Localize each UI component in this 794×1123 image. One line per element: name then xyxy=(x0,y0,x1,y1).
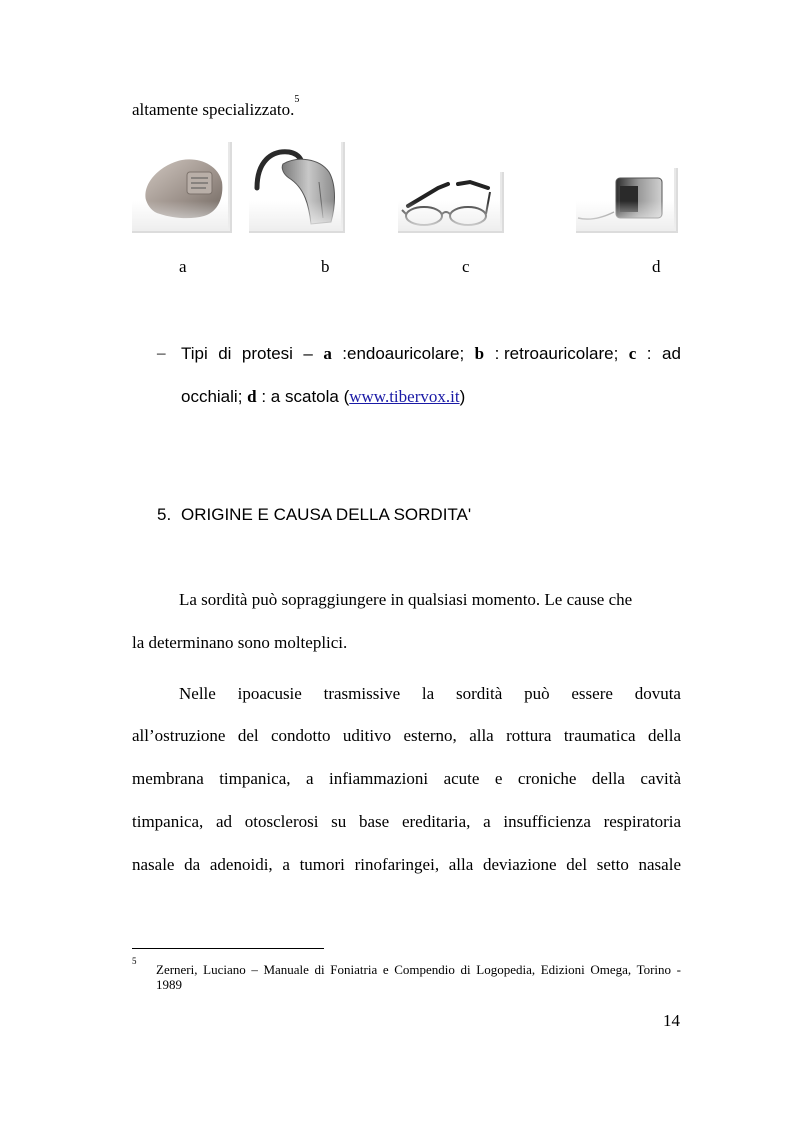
footnote-number: 5 xyxy=(132,956,137,966)
paragraph1-line2: la determinano sono molteplici. xyxy=(132,633,348,652)
hearing-aid-image-c xyxy=(398,172,504,233)
paragraph2-line4: timpanica, ad otosclerosi su base ereditaria, a insufficienza respiratoria xyxy=(132,812,681,831)
figure-label-c: c xyxy=(462,257,470,276)
caption-key-b: b xyxy=(474,344,485,363)
paragraph-word: essere xyxy=(571,684,613,703)
caption-word: di xyxy=(218,344,232,363)
paragraph-word: la xyxy=(421,684,435,703)
section-title: ORIGINE E CAUSA DELLA SORDITA' xyxy=(181,505,472,524)
eyeglasses-aid-icon xyxy=(398,172,502,231)
caption-text-c: ad xyxy=(661,344,681,363)
in-ear-aid-icon xyxy=(132,142,230,231)
caption-text-a: :endoauricolare; xyxy=(342,344,465,363)
body-worn-aid-icon xyxy=(576,168,676,231)
page-number: 14 xyxy=(663,1011,680,1030)
caption-text-occhiali: occhiali; xyxy=(181,387,243,406)
hearing-aid-image-d xyxy=(576,168,678,233)
paragraph2-line2: all’ostruzione del condotto uditivo esterno, alla rottura traumatica della xyxy=(132,726,681,745)
paragraph-word: sordità xyxy=(456,684,503,703)
caption-key-c: c xyxy=(628,344,637,363)
figure-label-b: b xyxy=(321,257,330,276)
section-number: 5. xyxy=(157,505,172,524)
hearing-aid-image-b xyxy=(249,142,345,233)
hearing-aid-image-a xyxy=(132,142,232,233)
caption-text-b: : retroauricolare; xyxy=(494,344,619,363)
behind-ear-aid-icon xyxy=(249,142,343,231)
caption-line-1 xyxy=(181,344,681,364)
paragraph-word: può xyxy=(524,684,550,703)
paragraph2-line1 xyxy=(179,684,681,704)
paragraph1-line1: La sordità può sopraggiungere in qualsiasi momento. Le cause che xyxy=(179,590,633,609)
caption-sep-c: : xyxy=(646,344,652,363)
paragraph-word: ipoacusie xyxy=(237,684,302,703)
figure-label-a: a xyxy=(179,257,187,276)
caption-word: Tipi xyxy=(181,344,208,363)
intro-text: altamente specializzato. xyxy=(132,100,295,119)
footnote-ref: 5 xyxy=(294,94,300,105)
paragraph-word: trasmissive xyxy=(323,684,401,703)
paragraph2-line3: membrana timpanica, a infiammazioni acute e croniche della cavità xyxy=(132,769,681,788)
caption-word: – xyxy=(303,344,313,363)
figure-label-d: d xyxy=(652,257,661,276)
caption-key-a: a xyxy=(323,344,332,363)
caption-key-d: d xyxy=(247,387,257,406)
caption-text-d: : a scatola ( xyxy=(261,387,350,406)
caption-line-2 xyxy=(181,387,465,407)
intro-line xyxy=(132,94,300,119)
paragraph2-line5: nasale da adenoidi, a tumori rinofaringei, alla deviazione del setto nasale xyxy=(132,855,681,874)
paragraph-word: Nelle xyxy=(179,684,216,703)
caption-dash: – xyxy=(157,343,166,362)
footnote-line2: 1989 xyxy=(156,977,182,992)
tibervox-link[interactable]: www.tibervox.it xyxy=(349,387,460,406)
caption-close: ) xyxy=(459,387,466,406)
footnote-line1: Zerneri, Luciano – Manuale di Foniatria e Compendio di Logopedia, Edizioni Omega, Torino - xyxy=(156,962,681,977)
paragraph-word: dovuta xyxy=(634,684,681,703)
caption-word: protesi xyxy=(241,344,293,363)
footnote-rule xyxy=(132,948,324,949)
